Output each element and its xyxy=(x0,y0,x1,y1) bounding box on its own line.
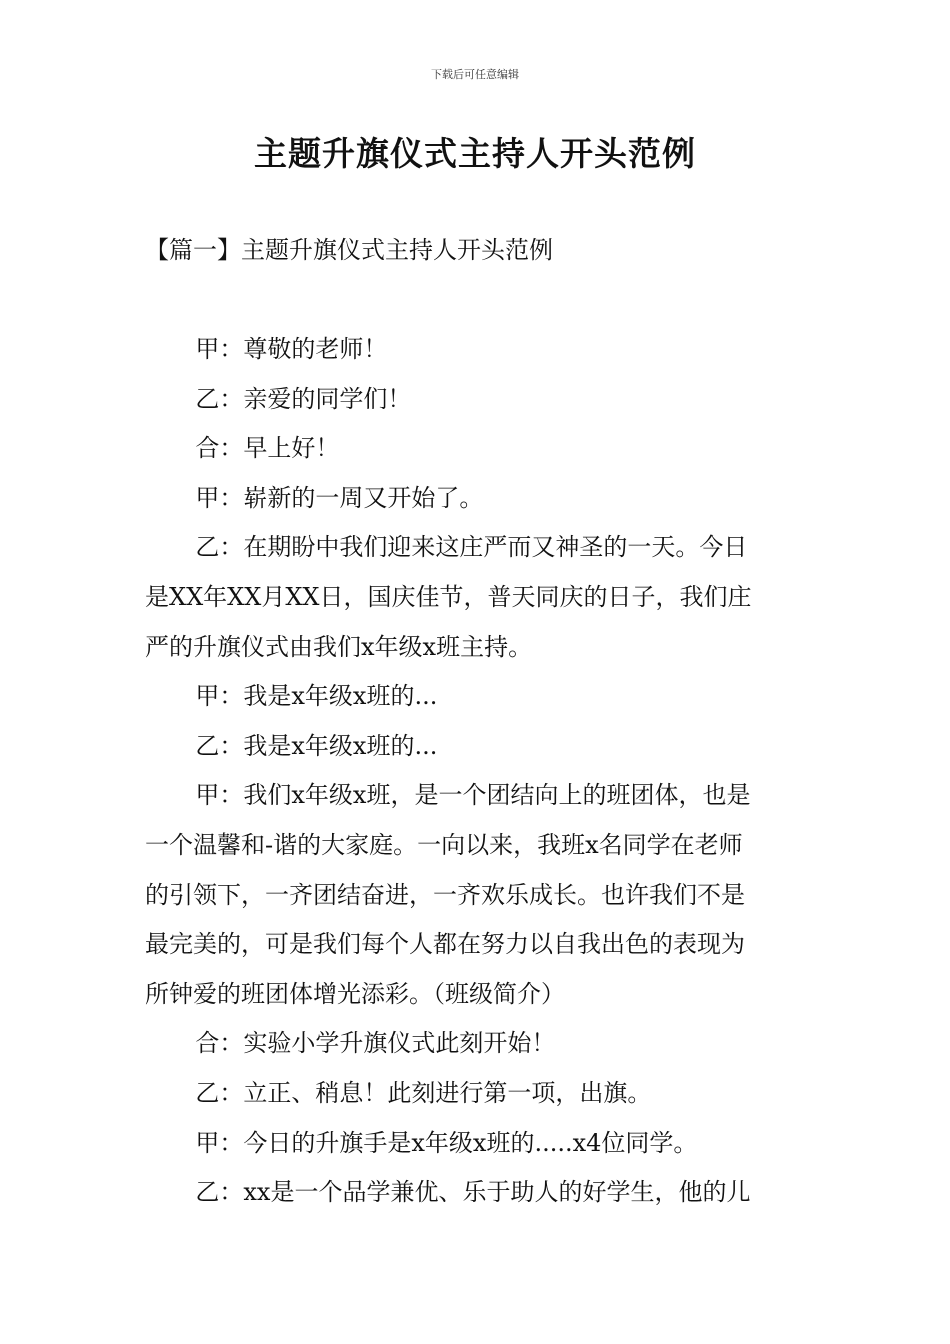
paragraph-line: 甲：崭新的一周又开始了。 xyxy=(195,483,484,512)
paragraph-line: 合：实验小学升旗仪式此刻开始！ xyxy=(195,1029,556,1058)
paragraph-continuation-line: 严的升旗仪式由我们x年级x班主持。 xyxy=(145,632,533,661)
section-heading: 【篇一】主题升旗仪式主持人开头范例 xyxy=(145,236,553,264)
header-note: 下载后可任意编辑 xyxy=(431,68,519,81)
paragraph-continuation-line: 的引领下，一齐团结奋进，一齐欢乐成长。也许我们不是 xyxy=(145,880,745,909)
paragraph-line: 乙：我是x年级x班的... xyxy=(195,731,438,760)
paragraph-line: 乙：xx是一个品学兼优、乐于助人的好学生，他的儿 xyxy=(195,1178,751,1207)
paragraph-continuation-line: 所钟爱的班团体增光添彩。（班级简介） xyxy=(145,979,565,1008)
document-title: 主题升旗仪式主持人开头范例 xyxy=(254,134,696,173)
paragraph-continuation-line: 是XX年XX月XX日，国庆佳节，普天同庆的日子，我们庄 xyxy=(145,582,752,611)
paragraph-line: 乙：亲爱的同学们！ xyxy=(195,384,412,413)
paragraph-line: 甲：我是x年级x班的... xyxy=(195,682,438,711)
paragraph-line: 合：早上好！ xyxy=(195,434,340,463)
paragraph-line: 乙：立正、稍息！此刻进行第一项，出旗。 xyxy=(195,1078,652,1107)
paragraph-line: 乙：在期盼中我们迎来这庄严而又神圣的一天。今日 xyxy=(195,533,748,562)
paragraph-line: 甲：今日的升旗手是x年级x班的.....x4位同学。 xyxy=(195,1128,698,1157)
body-text xyxy=(145,325,807,1218)
paragraph-line: 甲：尊敬的老师！ xyxy=(195,335,388,363)
paragraph-continuation-line: 最完美的，可是我们每个人都在努力以自我出色的表现为 xyxy=(145,930,745,959)
paragraph-continuation-line: 一个温馨和-谐的大家庭。一向以来，我班x名同学在老师 xyxy=(145,830,743,859)
paragraph-line: 甲：我们x年级x班，是一个团结向上的班团体，也是 xyxy=(195,781,751,810)
